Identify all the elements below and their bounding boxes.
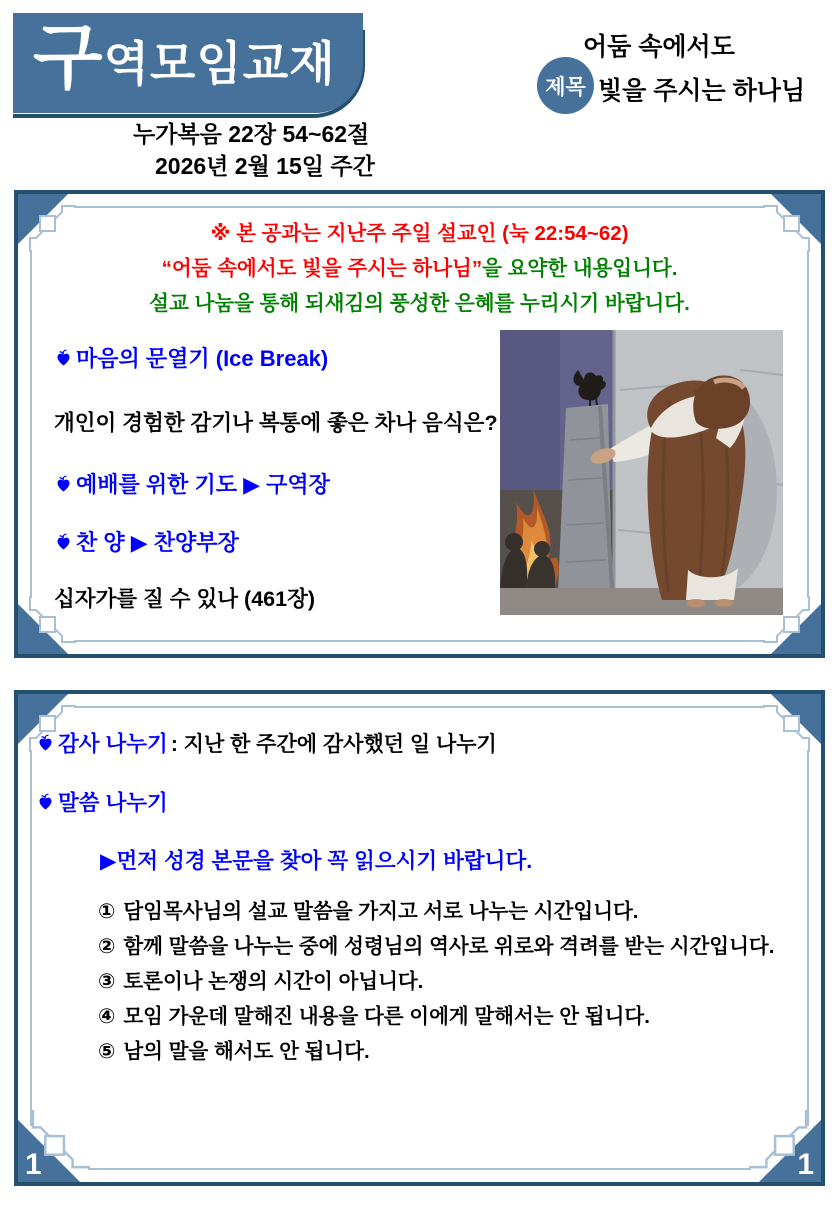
thanks-heading: 감사 나누기	[58, 732, 168, 756]
inner-border-line	[807, 250, 809, 598]
hymn-line: 찬 양 ▶ 찬양부장	[76, 530, 239, 555]
sharing-rules-box	[14, 690, 825, 1186]
rule-text: 함께 말씀을 나누는 중에 성령님의 역사로 위로와 격려를 받는 시간입니다.	[123, 935, 775, 958]
rule-number: ②	[98, 935, 116, 958]
inner-border-line	[74, 206, 765, 208]
inner-border-line	[30, 250, 32, 598]
grape-dingbat-icon	[56, 475, 71, 493]
hymn-song-row	[54, 582, 315, 613]
inner-border-line	[88, 1168, 751, 1170]
grape-dingbat-icon	[56, 349, 71, 367]
logo-box	[13, 13, 363, 113]
rule-item	[98, 894, 801, 929]
inner-border-line	[807, 750, 809, 1126]
thanks-detail: : 지난 한 주간에 감사했던 일 나누기	[170, 732, 497, 756]
title-badge: 제목	[537, 57, 594, 114]
rule-item	[98, 929, 801, 964]
grape-dingbat-icon	[38, 793, 53, 811]
corner-ornament	[763, 694, 821, 752]
rule-number: ③	[98, 970, 116, 993]
inner-border-line	[74, 706, 765, 708]
icebreak-question: 개인이 경험한 감기나 복통에 좋은 차나 음식은?	[54, 411, 498, 435]
page-number-right: 1	[797, 1148, 814, 1181]
rule-text: 담임목사님의 설교 말씀을 가지고 서로 나누는 시간입니다.	[123, 900, 639, 923]
hymn-song: 십자가를 질 수 있나 (461장)	[54, 587, 316, 611]
rule-number: ④	[98, 1005, 116, 1028]
thanks-sharing-row	[38, 727, 497, 758]
page-number-left: 1	[25, 1148, 42, 1181]
inner-border-line	[74, 640, 765, 642]
intro-line1: ※ 본 공과는 지난주 주일 설교인 (눅 22:54~62)	[210, 222, 629, 245]
inner-border-line	[30, 750, 32, 1126]
grape-dingbat-icon	[38, 734, 53, 752]
read-scripture-instruction: ▶먼저 성경 본문을 찾아 꼭 읽으시기 바랍니다.	[100, 849, 533, 873]
intro-line2-quote: “어둠 속에서도 빛을 주시는 하나님”	[161, 257, 483, 280]
sharing-rules-list	[98, 894, 801, 1069]
prayer-row	[56, 468, 330, 499]
intro-line2-rest: 을 요약한 내용입니다.	[482, 257, 678, 280]
lesson-intro-text	[38, 216, 801, 321]
grape-dingbat-icon	[56, 533, 71, 551]
lesson-intro-box	[14, 190, 825, 658]
rule-text: 모임 가운데 말해진 내용을 다른 이에게 말해서는 안 됩니다.	[123, 1005, 650, 1028]
rule-text: 남의 말을 해서도 안 됩니다.	[123, 1040, 370, 1063]
intro-line2	[38, 251, 801, 286]
rule-text: 토론이나 논쟁의 시간이 아닙니다.	[123, 970, 424, 993]
icebreak-question-row	[54, 406, 498, 437]
hymn-row	[56, 526, 239, 557]
peter-weeping-with-rooster-painting	[500, 330, 783, 615]
scripture-reference: 누가복음 22장 54~62절	[133, 121, 370, 147]
word-sharing-row	[38, 786, 168, 817]
prayer-line: 예배를 위한 기도 ▶ 구역장	[76, 472, 330, 497]
logo-text-first: 구	[33, 18, 104, 98]
icebreak-heading: 마음의 문열기 (Ice Break)	[76, 346, 329, 371]
sermon-title-line2: 빛을 주시는 하나님	[598, 77, 806, 105]
rule-item	[98, 964, 801, 999]
rule-item	[98, 999, 801, 1034]
week-label: 2026년 2월 15일 주간	[155, 153, 375, 179]
logo-text-rest: 역모임교재	[103, 36, 336, 90]
word-heading: 말씀 나누기	[58, 791, 168, 815]
intro-line3: 설교 나눔을 통해 되새김의 풍성한 은혜를 누리시기 바랍니다.	[149, 292, 690, 315]
rule-number: ⑤	[98, 1040, 116, 1063]
icebreak-heading-row	[56, 342, 328, 373]
rule-number: ①	[98, 900, 116, 923]
rule-item	[98, 1034, 801, 1069]
sermon-title-line1: 어둠 속에서도	[583, 33, 735, 61]
